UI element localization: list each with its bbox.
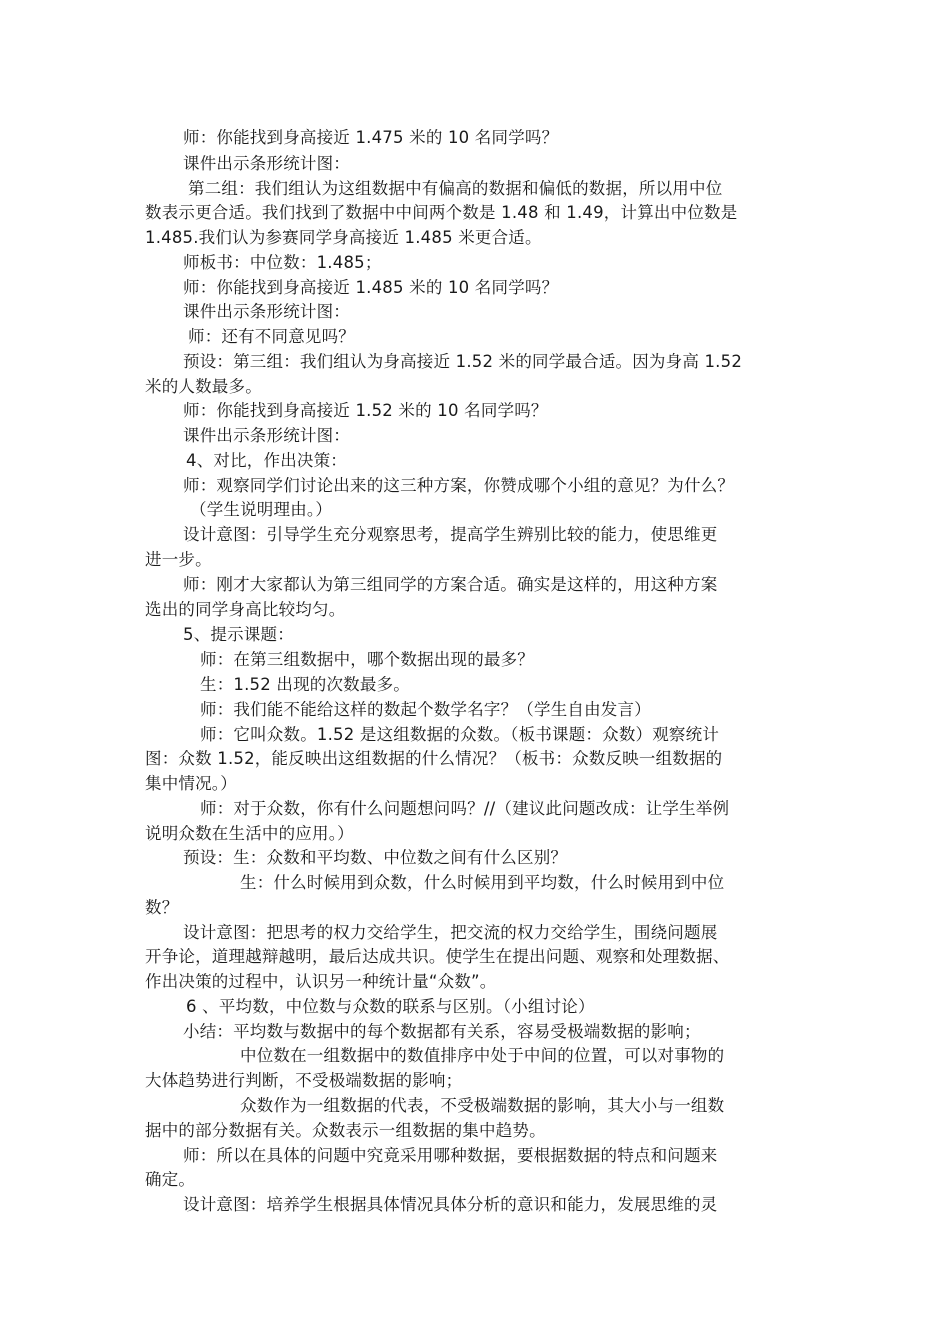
text-line: 课件出示条形统计图： — [183, 154, 350, 173]
text-line: 大体趋势进行判断，不受极端数据的影响； — [145, 1071, 463, 1090]
text-line: 米的人数最多。 — [145, 377, 262, 396]
text-line: 中位数在一组数据中的数值排序中处于中间的位置，可以对事物的 — [240, 1046, 725, 1065]
section-heading: 4、对比，作出决策： — [186, 451, 347, 470]
text-line: 师：刚才大家都认为第三组同学的方案合适。确实是这样的，用这种方案 — [183, 575, 718, 594]
section-heading: 5、提示课题： — [183, 625, 294, 644]
text-line: 集中情况。） — [145, 774, 237, 793]
text-line: 师：对于众数，你有什么问题想问吗？//（建议此问题改成：让学生举例 — [200, 799, 730, 818]
text-line: 确定。 — [145, 1170, 196, 1189]
text-line: 设计意图：培养学生根据具体情况具体分析的意识和能力，发展思维的灵 — [183, 1195, 718, 1214]
text-line: 图：众数 1.52，能反映出这组数据的什么情况？（板书：众数反映一组数据的 — [145, 749, 723, 768]
text-line: 选出的同学身高比较均匀。 — [145, 600, 346, 619]
text-line: 师：所以在具体的问题中究竟采用哪种数据，要根据数据的特点和问题来 — [183, 1146, 718, 1165]
text-line: 预设：生：众数和平均数、中位数之间有什么区别？ — [183, 848, 568, 867]
text-line: 众数作为一组数据的代表，不受极端数据的影响，其大小与一组数 — [240, 1096, 725, 1115]
text-line: 生：什么时候用到众数，什么时候用到平均数，什么时候用到中位 — [240, 873, 725, 892]
text-line: 师：你能找到身高接近 1.52 米的 10 名同学吗？ — [183, 401, 548, 420]
text-line: 师：你能找到身高接近 1.475 米的 10 名同学吗？ — [183, 128, 559, 147]
text-line: 第二组：我们组认为这组数据中有偏高的数据和偏低的数据，所以用中位 — [188, 179, 723, 198]
text-line: 数？ — [145, 898, 179, 917]
text-line: （学生说明理由。） — [190, 500, 333, 519]
section-heading: 6 、平均数，中位数与众数的联系与区别。（小组讨论） — [186, 997, 595, 1016]
text-line: 课件出示条形统计图： — [183, 426, 350, 445]
text-line: 说明众数在生活中的应用。） — [145, 824, 354, 843]
text-line: 师：观察同学们讨论出来的这三种方案，你赞成哪个小组的意见？为什么？ — [183, 476, 735, 495]
text-line: 作出决策的过程中，认识另一种统计量“众数”。 — [145, 972, 497, 991]
text-line: 进一步。 — [145, 550, 212, 569]
text-line: 生：1.52 出现的次数最多。 — [200, 675, 410, 694]
text-line: 据中的部分数据有关。众数表示一组数据的集中趋势。 — [145, 1121, 546, 1140]
text-line: 课件出示条形统计图： — [183, 302, 350, 321]
text-line: 1.485.我们认为参赛同学身高接近 1.485 米更合适。 — [145, 228, 542, 247]
text-line: 开争论，道理越辩越明，最后达成共识。使学生在提出问题、观察和处理数据、 — [145, 947, 730, 966]
text-line: 预设：第三组：我们组认为身高接近 1.52 米的同学最合适。因为身高 1.52 — [183, 352, 743, 371]
text-line: 师：它叫众数。1.52 是这组数据的众数。（板书课题：众数）观察统计 — [200, 725, 720, 744]
text-line: 师：还有不同意见吗？ — [188, 327, 355, 346]
text-line: 设计意图：把思考的权力交给学生，把交流的权力交给学生，围绕问题展 — [183, 923, 718, 942]
text-line: 师：你能找到身高接近 1.485 米的 10 名同学吗？ — [183, 278, 559, 297]
text-line: 数表示更合适。我们找到了数据中中间两个数是 1.48 和 1.49，计算出中位数是 — [145, 203, 738, 222]
text-line: 师：在第三组数据中，哪个数据出现的最多？ — [200, 650, 534, 669]
text-line: 师：我们能不能给这样的数起个数学名字？（学生自由发言） — [200, 700, 651, 719]
text-line: 设计意图：引导学生充分观察思考，提高学生辨别比较的能力，使思维更 — [183, 525, 718, 544]
text-line: 小结：平均数与数据中的每个数据都有关系，容易受极端数据的影响； — [183, 1022, 701, 1041]
text-line: 师板书：中位数：1.485； — [183, 253, 382, 272]
